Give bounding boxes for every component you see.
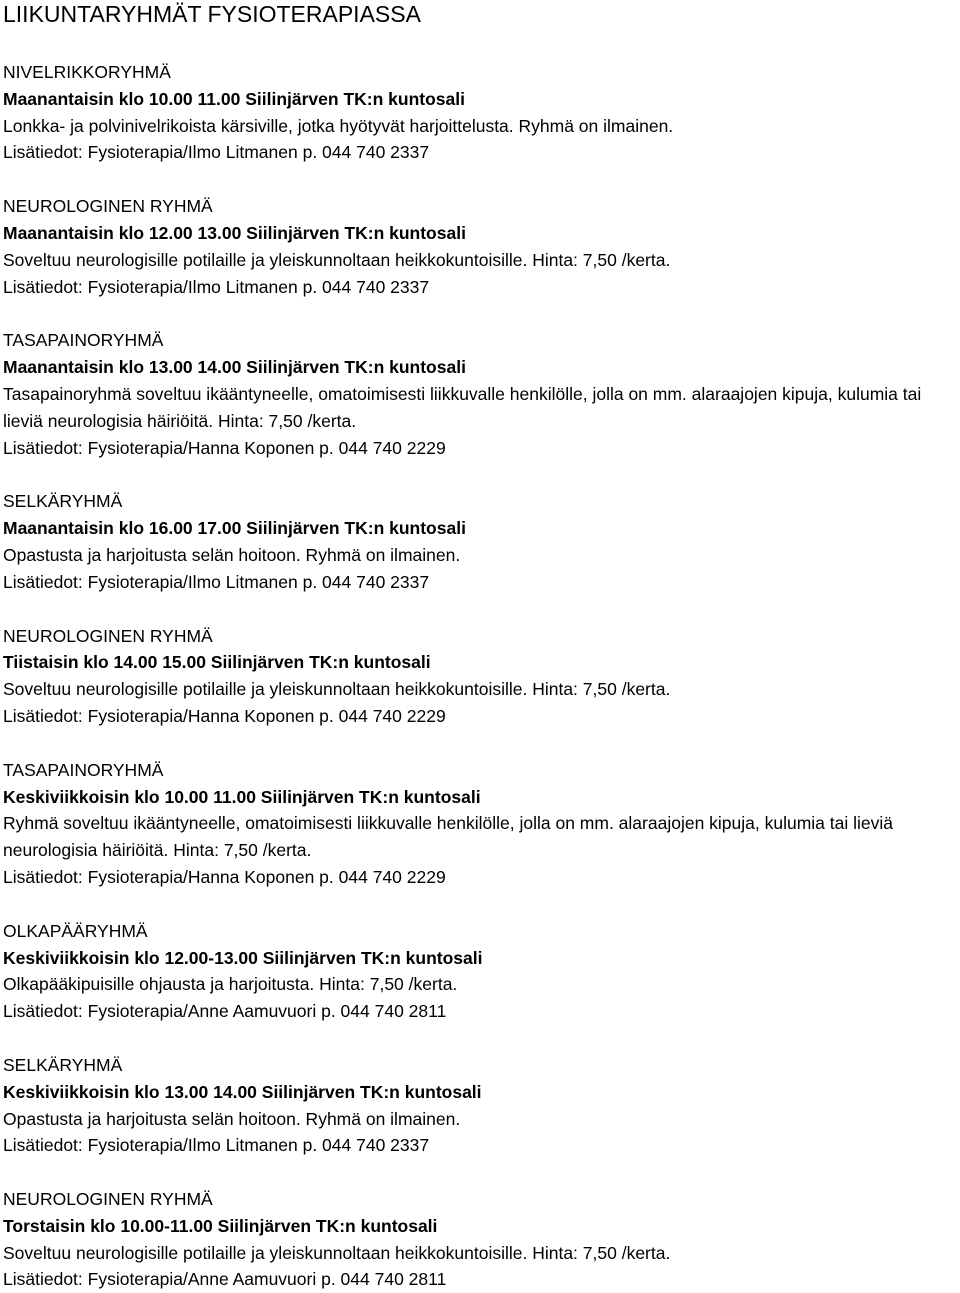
group-schedule: Keskiviikkoisin klo 13.00 14.00 Siilinjärven TK:n kuntosali (3, 1081, 482, 1102)
page-title: LIIKUNTARYHMÄT FYSIOTERAPIASSA (3, 1, 421, 27)
group-heading: NEUROLOGINEN RYHMÄ (3, 625, 213, 646)
group-description: Soveltuu neurologisille potilaille ja yleiskunnoltaan heikkokuntoisille. Hinta: 7,50 /kerta. (3, 679, 671, 700)
group-contact-info: Lisätiedot: Fysioterapia/Ilmo Litmanen p. 044 740 2337 (3, 142, 430, 163)
group-schedule: Torstaisin klo 10.00-11.00 Siilinjärven TK:n kuntosali (3, 1215, 438, 1236)
group-contact-info: Lisätiedot: Fysioterapia/Anne Aamuvuori p. 044 740 2811 (3, 1001, 447, 1022)
group-selka-wednesday (3, 1052, 958, 1159)
group-description: Opastusta ja harjoitusta selän hoitoon. Ryhmä on ilmainen. (3, 1108, 461, 1129)
group-heading: NEUROLOGINEN RYHMÄ (3, 196, 213, 217)
group-heading: TASAPAINORYHMÄ (3, 330, 164, 351)
group-description: Tasapainoryhmä soveltuu ikääntyneelle, omatoimisesti liikkuvalle henkilölle, jolla on mm. alaraajojen kipuja, kulumia tai lieviä neurologisia häiriöitä. Hinta: 7,50 /kerta. (3, 383, 922, 431)
group-heading: NIVELRIKKORYHMÄ (3, 62, 171, 82)
group-schedule: Maanantaisin klo 16.00 17.00 Siilinjärven TK:n kuntosali (3, 518, 466, 539)
group-contact-info: Lisätiedot: Fysioterapia/Hanna Koponen p. 044 740 2229 (3, 866, 446, 887)
group-description: Soveltuu neurologisille potilaille ja yleiskunnoltaan heikkokuntoisille. Hinta: 7,50 /kerta. (3, 1242, 671, 1263)
group-selka-monday (3, 488, 958, 595)
group-contact-info: Lisätiedot: Fysioterapia/Ilmo Litmanen p. 044 740 2337 (3, 276, 430, 297)
group-contact-info: Lisätiedot: Fysioterapia/Hanna Koponen p. 044 740 2229 (3, 705, 446, 726)
group-schedule: Maanantaisin klo 12.00 13.00 Siilinjärven TK:n kuntosali (3, 222, 466, 243)
group-schedule: Keskiviikkoisin klo 10.00 11.00 Siilinjärven TK:n kuntosali (3, 786, 481, 807)
group-contact-info: Lisätiedot: Fysioterapia/Hanna Koponen p. 044 740 2229 (3, 437, 446, 458)
group-description: Ryhmä soveltuu ikääntyneelle, omatoimisesti liikkuvalle henkilölle, jolla on mm. alaraajojen kipuja, kulumia tai lieviä neurologisia häiriöitä. Hinta: 7,50 /kerta. (3, 813, 894, 861)
group-heading: SELKÄRYHMÄ (3, 491, 123, 512)
group-contact-info: Lisätiedot: Fysioterapia/Ilmo Litmanen p. 044 740 2337 (3, 1135, 430, 1156)
group-heading: SELKÄRYHMÄ (3, 1054, 123, 1075)
group-contact-info: Lisätiedot: Fysioterapia/Ilmo Litmanen p. 044 740 2337 (3, 571, 430, 592)
group-schedule: Maanantaisin klo 10.00 11.00 Siilinjärven TK:n kuntosali (3, 88, 465, 109)
group-schedule: Tiistaisin klo 14.00 15.00 Siilinjärven TK:n kuntosali (3, 652, 431, 673)
group-schedule: Maanantaisin klo 13.00 14.00 Siilinjärven TK:n kuntosali (3, 357, 466, 378)
group-tasapaino-monday (3, 327, 958, 461)
group-heading: OLKAPÄÄRYHMÄ (3, 920, 148, 941)
group-heading: NEUROLOGINEN RYHMÄ (3, 1189, 213, 1210)
group-neurologinen-tuesday (3, 623, 958, 730)
group-schedule: Keskiviikkoisin klo 12.00-13.00 Siilinjärven TK:n kuntosali (3, 947, 483, 968)
group-nivelrikko-monday (3, 59, 958, 166)
group-neurologinen-thursday (3, 1186, 958, 1293)
group-description: Lonkka- ja polvinivelrikoista kärsiville, jotka hyötyvät harjoittelusta. Ryhmä on ilmainen. (3, 115, 674, 136)
document (3, 0, 958, 1293)
group-tasapaino-wednesday (3, 757, 958, 891)
group-description: Olkapääkipuisille ohjausta ja harjoitusta. Hinta: 7,50 /kerta. (3, 974, 458, 995)
group-contact-info: Lisätiedot: Fysioterapia/Anne Aamuvuori p. 044 740 2811 (3, 1269, 447, 1290)
group-description: Opastusta ja harjoitusta selän hoitoon. Ryhmä on ilmainen. (3, 544, 461, 565)
group-neurologinen-monday (3, 193, 958, 300)
group-description: Soveltuu neurologisille potilaille ja yleiskunnoltaan heikkokuntoisille. Hinta: 7,50 /kerta. (3, 249, 671, 270)
group-heading: TASAPAINORYHMÄ (3, 759, 164, 780)
group-olkapaa-wednesday (3, 918, 958, 1025)
